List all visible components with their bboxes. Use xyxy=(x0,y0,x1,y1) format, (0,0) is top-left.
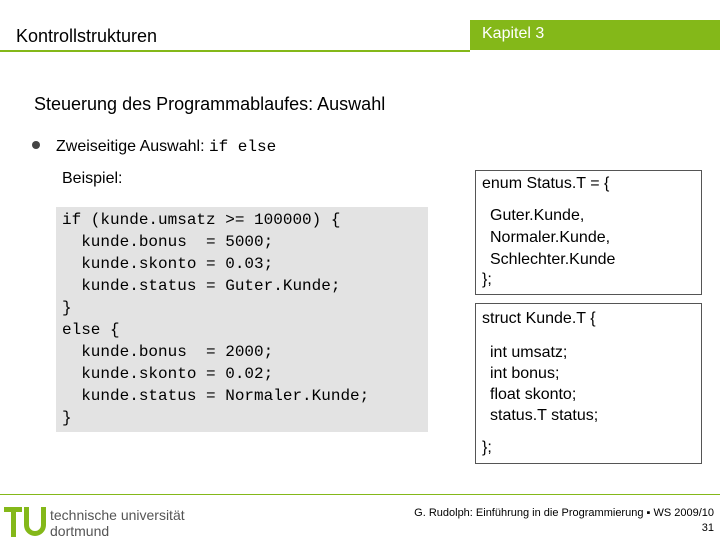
code-block xyxy=(56,207,428,432)
page-number: 31 xyxy=(701,522,714,534)
code-line: if (kunde.umsatz >= 100000) { xyxy=(62,211,341,229)
footer-credit xyxy=(414,506,714,536)
university-name-line2: dortmund xyxy=(50,523,110,539)
struct-field: status.T status; xyxy=(490,407,599,424)
code-line: else { xyxy=(62,321,120,339)
code-line: kunde.skonto = 0.03; xyxy=(62,255,274,273)
tu-dortmund-logo-icon xyxy=(4,505,46,537)
enum-item: Schlechter.Kunde xyxy=(490,251,616,268)
enum-definition-box xyxy=(475,170,702,295)
struct-definition-box xyxy=(475,303,702,464)
lecture-credit: G. Rudolph: Einführung in die Programmierung ▪ WS 2009/10 xyxy=(414,507,714,519)
code-line: } xyxy=(62,409,72,427)
chapter-label: Kapitel 3 xyxy=(482,25,545,42)
struct-field: int bonus; xyxy=(490,365,560,382)
bullet-item xyxy=(32,138,276,156)
code-line: kunde.status = Guter.Kunde; xyxy=(62,277,341,295)
struct-footer: }; xyxy=(482,439,492,456)
enum-footer: }; xyxy=(482,271,492,288)
code-line: kunde.status = Normaler.Kunde; xyxy=(62,387,370,405)
enum-item: Guter.Kunde, xyxy=(490,207,585,224)
struct-field: float skonto; xyxy=(490,386,577,403)
university-name-line1: technische universität xyxy=(50,507,185,523)
struct-field: int umsatz; xyxy=(490,344,568,361)
struct-header: struct Kunde.T { xyxy=(482,310,596,327)
example-label: Beispiel: xyxy=(62,170,123,187)
slide-section-title: Kontrollstrukturen xyxy=(16,26,158,46)
bullet-icon xyxy=(32,141,40,149)
enum-item: Normaler.Kunde, xyxy=(490,229,611,246)
enum-header: enum Status.T = { xyxy=(482,175,610,192)
footer-divider xyxy=(0,494,720,495)
bullet-code: if else xyxy=(208,138,277,156)
code-line: kunde.bonus = 2000; xyxy=(62,343,274,361)
code-line: } xyxy=(62,299,72,317)
chapter-badge xyxy=(470,20,720,50)
university-name xyxy=(50,507,185,539)
code-line: kunde.skonto = 0.02; xyxy=(62,365,274,383)
bullet-text: Zweiseitige Auswahl: xyxy=(56,138,205,155)
slide-heading: Steuerung des Programmablaufes: Auswahl xyxy=(34,94,386,114)
code-line: kunde.bonus = 5000; xyxy=(62,233,274,251)
